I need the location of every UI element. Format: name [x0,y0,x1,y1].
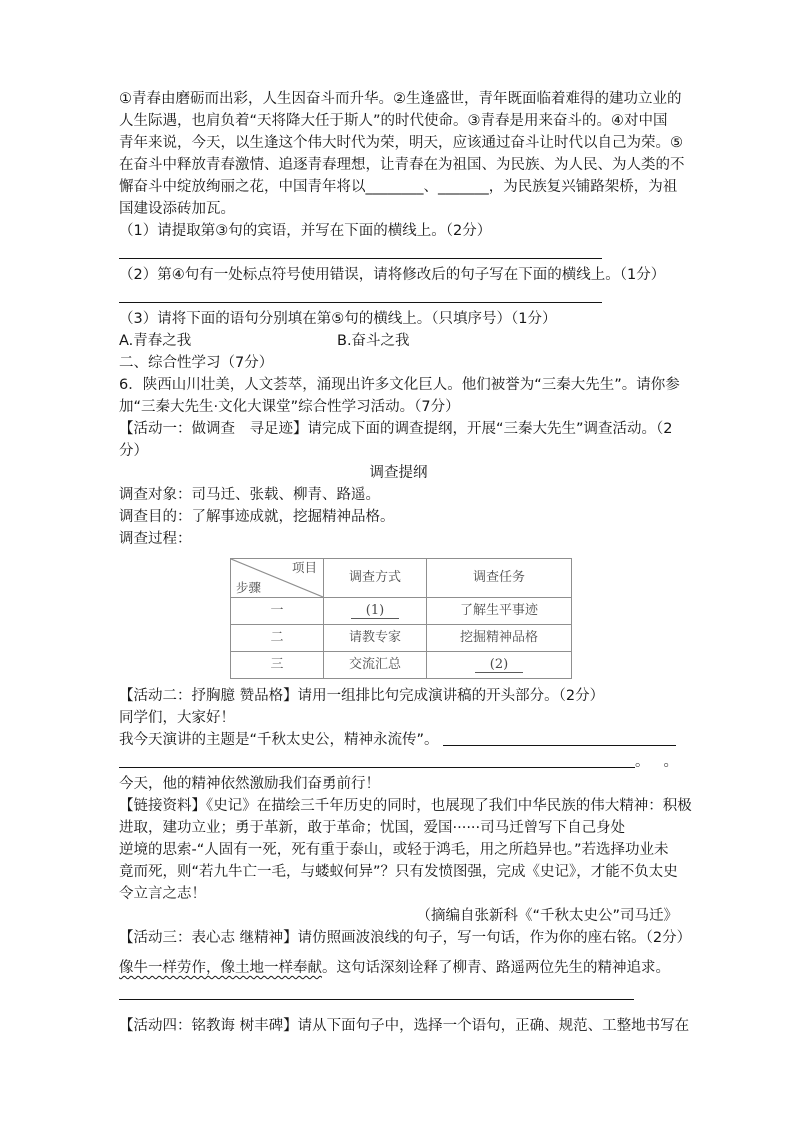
question-3: （3）请将下面的语句分别填在第⑤句的横线上。（只填序号）（1分） [119,311,557,327]
activity2-blank-line [119,751,678,773]
write-in-blank [443,745,676,746]
activity2-header: 【活动二：抒胸臆 赞品格】请用一组排比句完成演讲稿的开头部分。（2分） [119,688,605,704]
linked-line: 竟而死，则“若九牛亡一毛，与蝼蚁何异”？只有发愤图强，完成《史记》，才能不负太史 [119,864,678,880]
survey-table [230,558,572,679]
table-row [231,625,572,652]
intro-line: 在奋斗中释放青春激情、追逐青春理想，让青春在为祖国、为民族、为人民、为人类的不 [119,157,685,173]
intro-line: ①青春由磨砺而出彩，人生因奋斗而升华。②生逢盛世，青年既面临着难得的建功立业的 [119,91,682,107]
options-row [119,330,678,352]
step-cell: 三 [231,652,324,679]
survey-table-wrap [230,558,678,679]
step-cell: 二 [231,625,324,652]
linked-line: 逆境的思索-“人固有一死，死有重于泰山，或轻于鸿毛，用之所趋异也。”若选择功业未 [119,842,669,858]
linked-line: 令立言之志！ [119,886,206,902]
linked-material [119,795,692,927]
activity3-header: 【活动三：表心志 继精神】请仿照画波浪线的句子，写一句话，作为你的座右铭。（2分） [119,930,692,946]
wavy-underlined-text: 像牛一样劳作，像土地一样奉献 [119,960,322,976]
table-row [231,652,572,679]
blank-period: 。 [663,754,678,770]
col-header-task: 调查任务 [427,559,572,598]
question-6-line: 加“三秦大先生·文化大课堂”综合性学习活动。（7分） [119,399,460,415]
outline-title: 调查提纲 [369,465,428,481]
activity1-header-line: 【活动一：做调查 寻足迹】请完成下面的调查提纲，开展“三秦大先生”调查活动。（2 [119,421,673,437]
attribution-line: （摘编自张新科《“千秋太史公”司马迁》 [416,908,678,924]
intro-line: 国建设添砖加瓦。 [119,201,235,217]
method-cell: 请教专家 [324,625,427,652]
intro-line: 人生际遇，也肩负着“天将降大任于斯人”的时代使命。③青春是用来奋斗的。④对中国 [119,113,668,129]
outline-purpose: 调查目的：了解事迹成就，挖掘精神品格。 [119,509,395,525]
linked-line: 进取，建功立业；勇于革新，敢于革命；忧国，爱国······司马迁曾写下自己身处 [119,820,626,836]
linked-line: 【链接资料】《史记》在描绘三千年历史的同时，也展现了我们中华民族的伟大精神：积极 [119,798,692,814]
activity1-header-line: 分） [119,443,148,459]
activity4-header: 【活动四：铭教诲 树丰碑】请从下面句子中，选择一个语句，正确、规范、工整地书写在 [119,1018,690,1034]
answer-line-activity3 [119,983,678,1005]
question-6-line: 6．陕西山川壮美，人文荟萃，涌现出许多文化巨人。他们被誉为“三秦大先生”。请你参 [119,377,680,393]
task-cell: 了解生平事迹 [427,598,572,625]
corner-label-bottom: 步骤 [236,580,262,595]
blank-period: 。 [635,754,650,770]
table-blank-1: (1) [351,603,399,619]
write-in-blank [119,767,635,768]
task-cell [427,652,572,679]
table-corner-cell [231,559,324,598]
activity2-closing: 今天，他的精神依然激励我们奋勇前行！ [119,776,380,792]
method-cell: 交流汇总 [324,652,427,679]
answer-line-q1 [119,242,678,264]
table-row [231,598,572,625]
question-1: （1）请提取第③句的宾语，并写在下面的横线上。（2分） [119,223,492,239]
table-blank-2: (2) [475,657,523,673]
model-sentence-rest: 。这句话深刻诠释了柳青、路遥两位先生的精神追求。 [322,960,670,976]
answer-line-q2 [119,286,678,308]
outline-process-label: 调查过程： [119,531,192,547]
activity3-model-sentence [119,957,678,979]
activity2-speech-line [119,729,678,751]
activity2-greeting: 同学们，大家好！ [119,710,235,726]
step-cell: 一 [231,598,324,625]
option-a: A.青春之我 [119,333,192,349]
question-2: （2）第④句有一处标点符号使用错误，请将修改后的句子写在下面的横线上。（1分） [119,267,666,283]
intro-line: 懈奋斗中绽放绚丽之花，中国青年将以________、_______，为民族复兴铺路架桥，为祖 [119,179,678,195]
corner-label-top: 项目 [291,560,317,575]
speech-lead-text: 我今天演讲的主题是“千秋太史公，精神永流传”。 [119,732,439,748]
task-cell: 挖掘精神品格 [427,625,572,652]
method-cell [324,598,427,625]
option-b: B.奋斗之我 [337,333,410,349]
col-header-method: 调查方式 [324,559,427,598]
intro-line: 青年来说，今天，以生逢这个伟大时代为荣，明天，应该通过奋斗让时代以自己为荣。⑤ [119,135,683,151]
intro-paragraph [119,88,685,220]
outline-target: 调查对象：司马迁、张载、柳青、路遥。 [119,487,380,503]
section2-title: 二、综合性学习（7分） [119,355,274,371]
